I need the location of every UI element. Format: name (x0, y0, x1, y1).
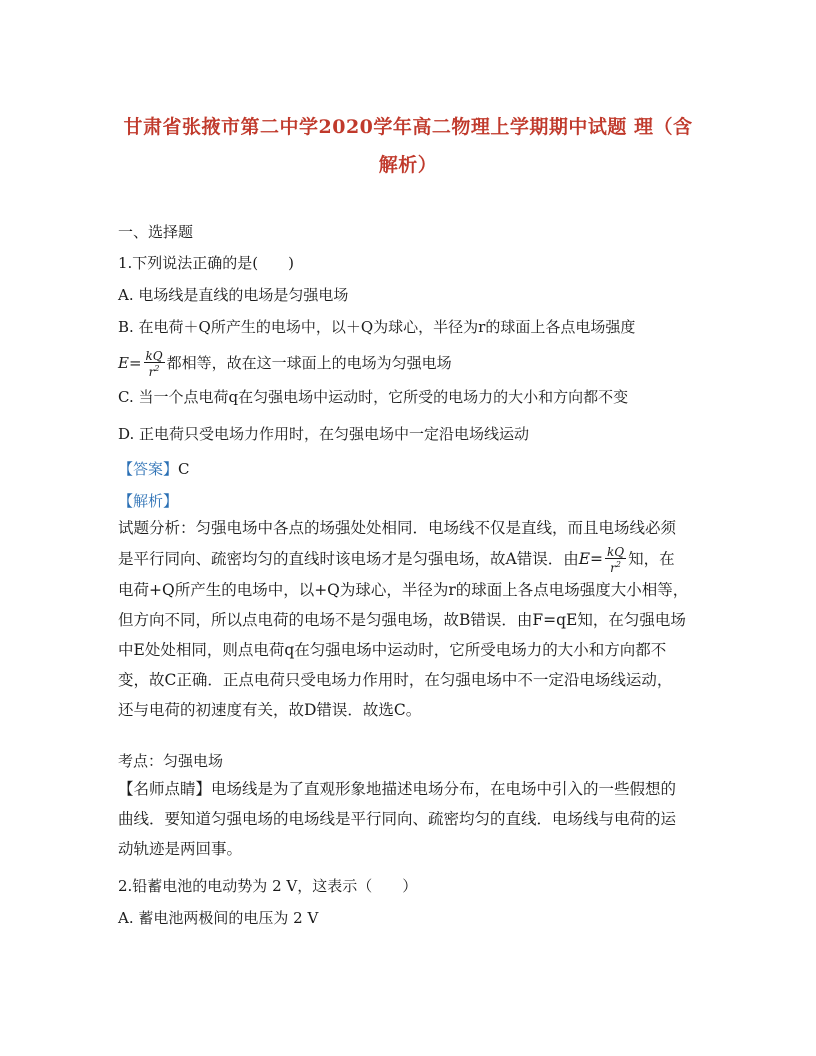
teacher-tip-line: 【名师点睛】电场线是为了直观形象地描述电场分布，在电场中引入的一些假想的 (118, 780, 677, 798)
analysis-line: 中E处处相同，则点电荷q在匀强电场中运动时，它所受电场力的大小和方向都不 (118, 641, 667, 659)
question-1-option-a: A. 电场线是直线的电场是匀强电场 (118, 286, 349, 304)
section-heading: 一、选择题 (118, 223, 194, 241)
formula-denominator: $r^2$ (148, 364, 160, 379)
answer-label: 【答案】 (118, 460, 179, 478)
answer-value: C (178, 460, 190, 478)
formula-lhs: E (118, 354, 129, 372)
formula-numerator: kQ (145, 349, 163, 363)
document-title-line-1: 甘肃省张掖市第二中学2020学年高二物理上学期期中试题 理（含 (123, 116, 693, 138)
teacher-tip-label: 【名师点睛】 (118, 780, 212, 798)
analysis-line: 还与电荷的初速度有关，故D错误．故选C。 (118, 701, 422, 719)
question-1-option-b-line-1: B. 在电荷＋Q所产生的电场中，以＋Q为球心，半径为r的球面上各点电场强度 (118, 318, 636, 336)
analysis-line: 但方向不同，所以点电荷的电场不是匀强电场，故B错误．由F=qE知，在匀强电场 (118, 611, 686, 629)
analysis-line: 电荷+Q所产生的电场中，以+Q为球心，半径为r的球面上各点电场强度大小相等， (118, 581, 689, 599)
teacher-tip-line: 曲线．要知道匀强电场的电场线是平行同向、疏密均匀的直线．电场线与电荷的运 (118, 810, 677, 828)
document-title-line-2: 解析） (378, 154, 438, 176)
question-2-stem: 2.铅蓄电池的电动势为 2 V，这表示（ ） (118, 877, 418, 895)
question-1-option-b-line-2 (118, 350, 452, 378)
answer-row (118, 459, 190, 479)
kaodian-line: 考点：匀强电场 (118, 752, 224, 770)
question-2-option-a: A. 蓄电池两极间的电压为 2 V (118, 909, 319, 927)
analysis-line: 是平行同向、疏密均匀的直线时该电场才是匀强电场，故A错误．由E= $\frac{kQ}{r^2}$ 知，在 (118, 545, 675, 575)
analysis-label: 【解析】 (118, 492, 179, 510)
question-1-option-c: C. 当一个点电荷q在匀强电场中运动时，它所受的电场力的大小和方向都不变 (118, 388, 629, 406)
option-b-line-2-text: 都相等，故在这一球面上的电场为匀强电场 (166, 354, 452, 372)
formula-equals: = (128, 354, 142, 372)
formula-fraction (144, 350, 165, 378)
analysis-line: 变，故C正确．正点电荷只受电场力作用时，在匀强电场中不一定沿电场线运动， (118, 671, 673, 689)
analysis-paragraph (118, 513, 698, 725)
teacher-tip-paragraph (118, 774, 698, 864)
formula-fraction: $\frac{kQ}{r^2}$ (607, 545, 625, 575)
formula-lhs: E (578, 550, 591, 568)
teacher-tip-line: 动轨迹是两回事。 (118, 840, 243, 858)
question-1-option-d: D. 正电荷只受电场力作用时，在匀强电场中一定沿电场线运动 (118, 425, 530, 443)
question-1-stem: 1.下列说法正确的是( ) (118, 254, 295, 272)
analysis-line: 试题分析：匀强电场中各点的场强处处相同．电场线不仅是直线，而且电场线必须 (118, 519, 677, 537)
